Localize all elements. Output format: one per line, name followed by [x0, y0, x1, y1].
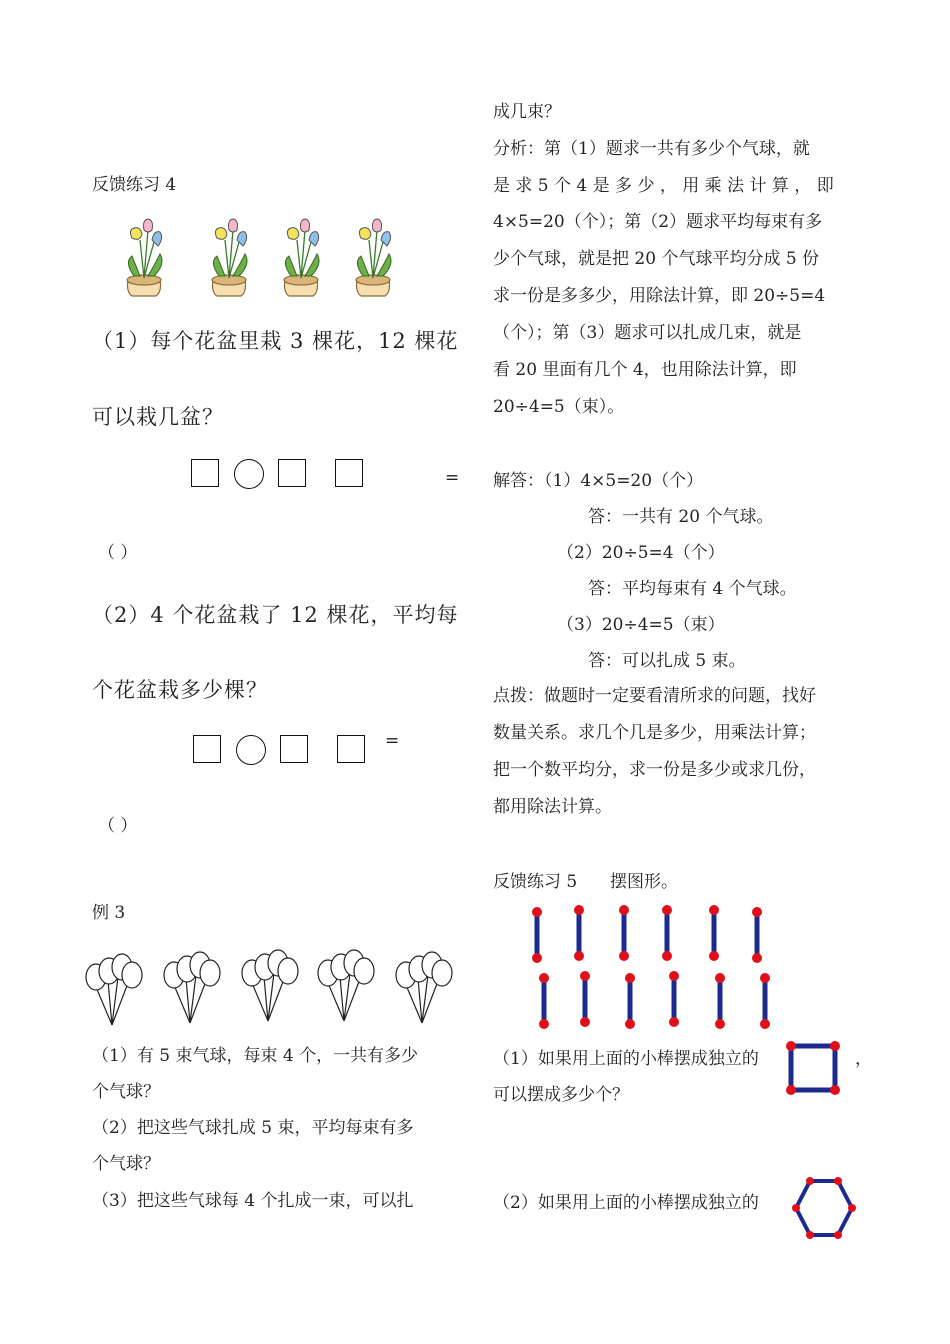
p5-q2-line1: （2）如果用上面的小棒摆成独立的: [493, 1193, 759, 1213]
analysis-line: 看 20 里面有几个 4，也用除法计算，即: [493, 360, 797, 380]
example3-title: 例 3: [92, 903, 126, 923]
solution-label: 解答：（1）4×5=20（个）: [493, 471, 704, 491]
practice4-title: 反馈练习 4: [92, 175, 177, 195]
operator-circle[interactable]: [236, 735, 266, 765]
analysis-line: （个）；第（3）题求可以扎成几束，就是: [493, 323, 802, 343]
balloons-illustration: [82, 943, 462, 1028]
square-shape-icon: [785, 1040, 841, 1096]
ex-q1-line2: 个气球？: [92, 1082, 160, 1102]
continued-line: 成几束？: [493, 102, 561, 122]
answer-box[interactable]: [193, 735, 221, 763]
q1-line2: 可以栽几盆？: [92, 405, 224, 429]
solution-step: （2）20÷5=4（个）: [557, 543, 725, 563]
solution-answer: 答：一共有 20 个气球。: [588, 507, 774, 527]
operator-circle[interactable]: [234, 459, 264, 489]
p5-q1-line2: 可以摆成多少个？: [493, 1085, 629, 1105]
p5-q1-line1: （1）如果用上面的小棒摆成独立的: [493, 1049, 759, 1069]
answer-box[interactable]: [280, 735, 308, 763]
analysis-line: 求一份是多多少，用除法计算，即 20÷5=4: [493, 286, 826, 306]
p5-q1-comma: ，: [855, 1049, 872, 1069]
solution-answer: 答：平均每束有 4 个气球。: [588, 579, 797, 599]
tip-line: 把一个数平均分，求一份是多少或求几份，: [493, 760, 816, 780]
equals-sign: =: [445, 468, 460, 488]
practice5-subtitle: 摆图形。: [610, 872, 678, 892]
hexagon-shape-icon: [792, 1175, 858, 1241]
equals-sign: =: [385, 731, 400, 751]
analysis-line: 分析：第（1）题求一共有多少个气球，就: [493, 139, 810, 159]
q1-line1: （1）每个花盆里栽 3 棵花，12 棵花: [92, 329, 459, 353]
analysis-line: 是 求 5 个 4 是 多 少 ， 用 乘 法 计 算 ， 即: [493, 176, 834, 196]
ex-q1-line1: （1）有 5 束气球，每束 4 个，一共有多少: [92, 1046, 419, 1066]
tip-line: 都用除法计算。: [493, 797, 612, 817]
flower-pots-illustration: [110, 218, 400, 298]
tip-line: 点拨：做题时一定要看清所求的问题，找好: [493, 686, 816, 706]
analysis-line: 少个气球，就是把 20 个气球平均分成 5 份: [493, 249, 820, 269]
ex-q3-line1: （3）把这些气球每 4 个扎成一束，可以扎: [92, 1191, 414, 1211]
sticks-illustration: [525, 902, 775, 1032]
answer-box[interactable]: [278, 459, 306, 487]
q2-line2: 个花盆栽多少棵？: [92, 678, 268, 702]
solution-step: （3）20÷4=5（束）: [557, 615, 725, 635]
analysis-line: 4×5=20（个）；第（2）题求平均每束有多: [493, 212, 823, 232]
answer-box[interactable]: [335, 459, 363, 487]
practice5-title: 反馈练习 5: [493, 872, 578, 892]
answer-box[interactable]: [191, 459, 219, 487]
tip-line: 数量关系。求几个几是多少，用乘法计算；: [493, 723, 816, 743]
answer-box[interactable]: [337, 735, 365, 763]
solution-answer: 答：可以扎成 5 束。: [588, 651, 746, 671]
ex-q2-line2: 个气球？: [92, 1154, 160, 1174]
q2-line1: （2）4 个花盆栽了 12 棵花，平均每: [92, 603, 459, 627]
answer-blank[interactable]: （ ）: [98, 816, 138, 836]
answer-blank[interactable]: （ ）: [98, 543, 138, 563]
ex-q2-line1: （2）把这些气球扎成 5 束，平均每束有多: [92, 1118, 414, 1138]
analysis-line: 20÷4=5（束）。: [493, 397, 625, 417]
